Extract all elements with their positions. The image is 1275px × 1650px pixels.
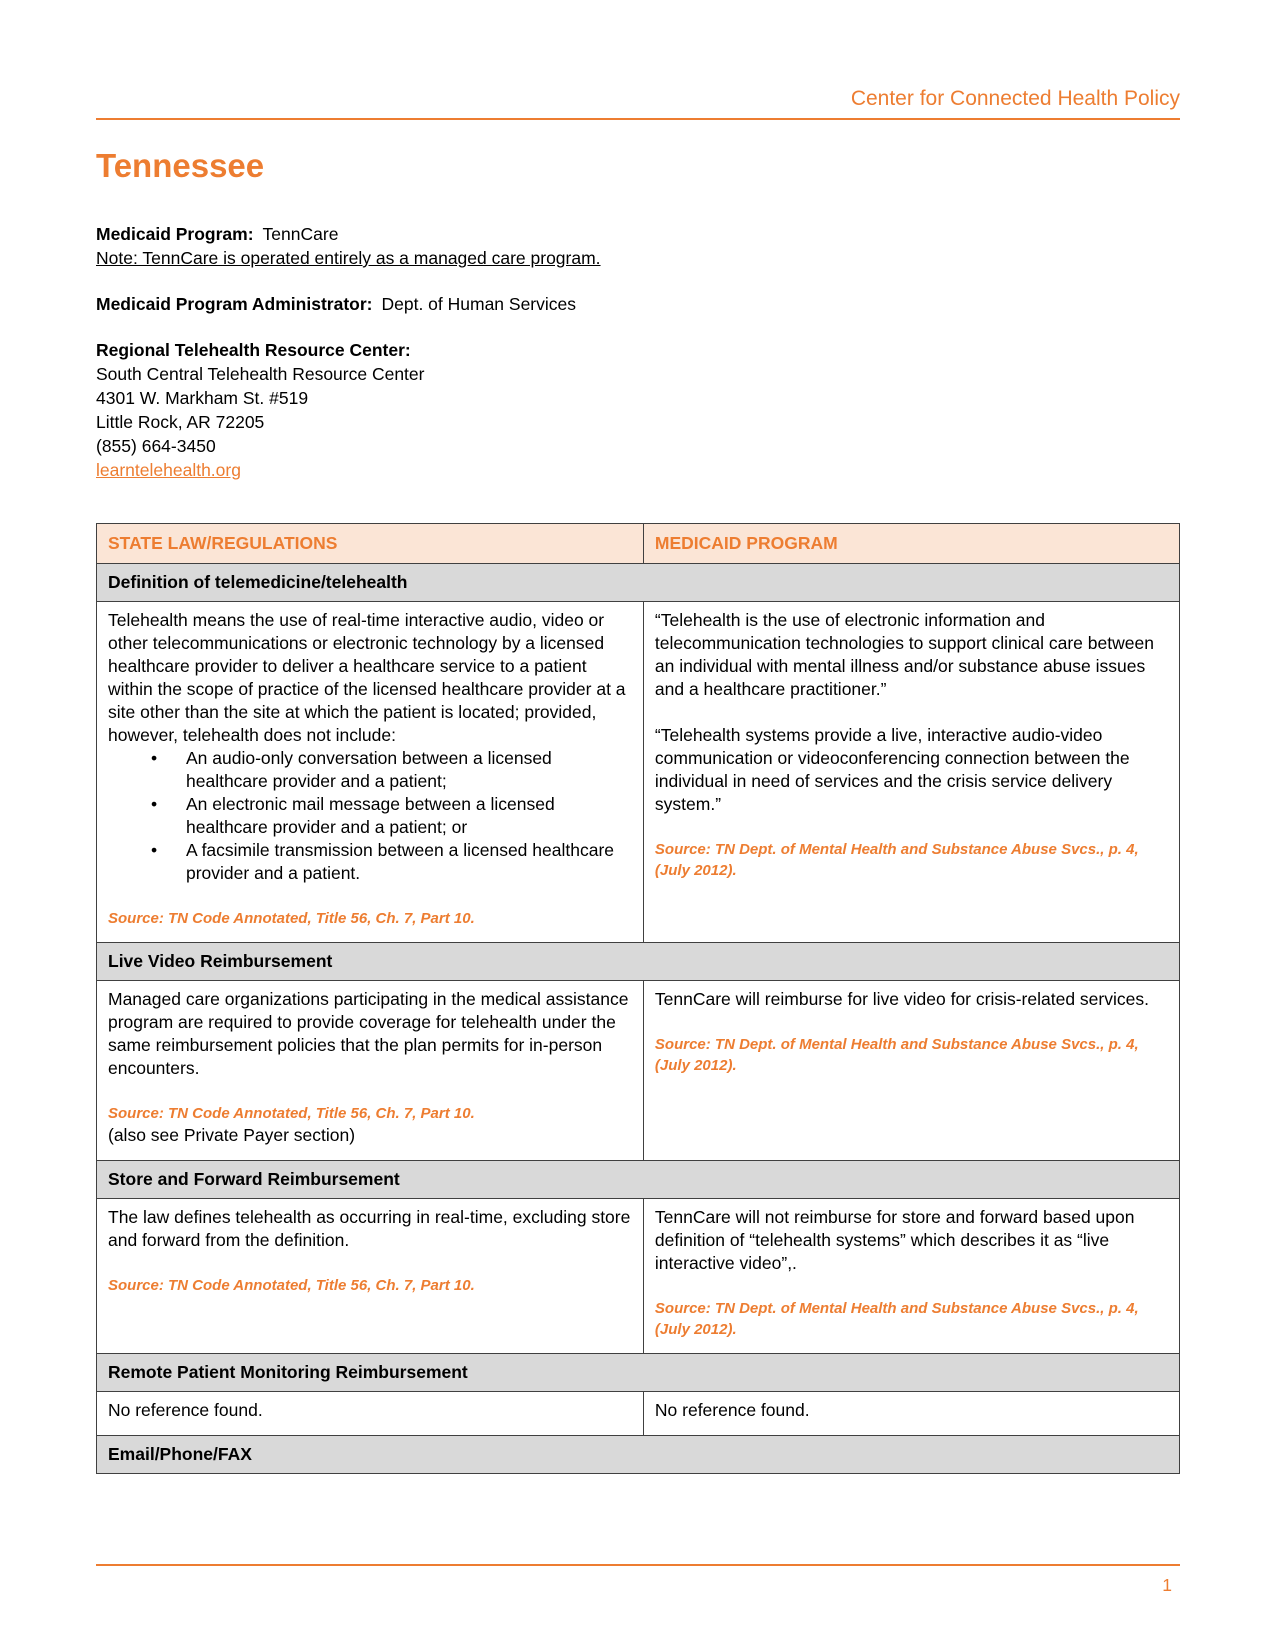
- header-rule: [96, 118, 1180, 120]
- bullet-item: • An audio-only conversation between a licensed healthcare provider and a patient;: [151, 747, 632, 793]
- source-citation: Source: TN Dept. of Mental Health and Substance Abuse Svcs., p. 4, (July 2012).: [654, 1036, 1139, 1074]
- bullet-item: • A facsimile transmission between a licensed healthcare provider and a patient.: [151, 839, 632, 885]
- section-header-row: [97, 1354, 1180, 1392]
- medicaid-program-label: Medicaid Program:: [96, 224, 254, 244]
- rtrc-address-line: South Central Telehealth Resource Center: [96, 364, 425, 384]
- info-block: [96, 222, 1180, 482]
- policy-table: [96, 523, 1180, 1474]
- section-header-row: [97, 1436, 1180, 1474]
- definition-state-law-cell: [97, 602, 644, 943]
- cell-paragraph: (also see Private Payer section): [108, 1125, 356, 1145]
- section-header-row: [97, 564, 1180, 602]
- source-citation: Source: TN Code Annotated, Title 56, Ch. 7, Part 10.: [108, 910, 475, 927]
- section-header-live-video: Live Video Reimbursement: [97, 943, 1180, 981]
- table-row: [97, 1392, 1180, 1436]
- table-header-row: [97, 524, 1180, 564]
- column-header-state-law: STATE LAW/REGULATIONS: [97, 524, 644, 564]
- rtrc-phone-line: (855) 664-3450: [96, 436, 216, 456]
- medicaid-program-value: TennCare: [262, 224, 339, 244]
- cell-paragraph: TennCare will reimburse for live video for crisis-related services.: [654, 989, 1149, 1009]
- table-row: [97, 981, 1180, 1161]
- administrator-line: [96, 292, 1180, 316]
- cell-paragraph: Managed care organizations participating in the medical assistance program are required to provide coverage for telehealth under the same reimbursement policies that the plan permits for in-person encounters.: [108, 989, 629, 1078]
- section-header-row: [97, 943, 1180, 981]
- table-row: [97, 1199, 1180, 1354]
- cell-paragraph: No reference found.: [654, 1400, 810, 1420]
- footer-rule: [96, 1564, 1180, 1566]
- administrator-value: Dept. of Human Services: [381, 294, 577, 314]
- definition-exclusion-list: [108, 747, 632, 885]
- store-forward-state-law-cell: [97, 1199, 644, 1354]
- cell-paragraph: The law defines telehealth as occurring in real-time, excluding store and forward from the definition.: [108, 1207, 631, 1250]
- rtrc-heading: Regional Telehealth Resource Center:: [96, 340, 411, 360]
- source-citation: Source: TN Dept. of Mental Health and Substance Abuse Svcs., p. 4, (July 2012).: [654, 841, 1139, 879]
- header-brand: Center for Connected Health Policy: [850, 87, 1180, 110]
- remote-monitoring-state-law-cell: [97, 1392, 644, 1436]
- administrator-label: Medicaid Program Administrator:: [96, 294, 373, 314]
- cell-paragraph: “Telehealth is the use of electronic information and telecommunication technologies to support clinical care between an individual with mental illness and/or substance abuse issues and a healthcare practitioner.”: [654, 610, 1154, 699]
- rtrc-link-line: [96, 458, 1180, 482]
- cell-paragraph: Telehealth means the use of real-time interactive audio, video or other telecommunications or electronic technology by a licensed healthcare provider to deliver a healthcare service to a patient within the scope of practice of the licensed healthcare provider at a site other than the site at which the patient is located; provided, however, telehealth does not include:: [108, 610, 626, 745]
- store-forward-medicaid-cell: [643, 1199, 1179, 1354]
- medicaid-program-line: [96, 222, 1180, 246]
- section-header-definition: Definition of telemedicine/telehealth: [97, 564, 1180, 602]
- page-footer: [96, 1564, 1180, 1596]
- source-citation: Source: TN Code Annotated, Title 56, Ch. 7, Part 10.: [108, 1105, 475, 1122]
- source-citation: Source: TN Code Annotated, Title 56, Ch. 7, Part 10.: [108, 1277, 475, 1294]
- section-header-row: [97, 1161, 1180, 1199]
- rtrc-link[interactable]: learntelehealth.org: [96, 460, 241, 480]
- live-video-medicaid-cell: [643, 981, 1179, 1161]
- rtrc-address-line: Little Rock, AR 72205: [96, 412, 265, 432]
- live-video-state-law-cell: [97, 981, 644, 1161]
- rtrc-address-line: 4301 W. Markham St. #519: [96, 388, 309, 408]
- cell-paragraph: TennCare will not reimburse for store and forward based upon definition of “telehealth systems” which describes it as “live interactive video”,.: [654, 1207, 1135, 1273]
- cell-paragraph: No reference found.: [108, 1400, 263, 1420]
- page-number: 1: [1162, 1575, 1172, 1595]
- table-row: [97, 602, 1180, 943]
- page-title: Tennessee: [96, 147, 265, 184]
- section-header-store-forward: Store and Forward Reimbursement: [97, 1161, 1180, 1199]
- definition-medicaid-cell: [643, 602, 1179, 943]
- section-header-remote-monitoring: Remote Patient Monitoring Reimbursement: [97, 1354, 1180, 1392]
- note-line: Note: TennCare is operated entirely as a managed care program.: [96, 248, 601, 268]
- source-citation: Source: TN Dept. of Mental Health and Substance Abuse Svcs., p. 4, (July 2012).: [654, 1300, 1139, 1338]
- column-header-medicaid: MEDICAID PROGRAM: [643, 524, 1179, 564]
- cell-paragraph: “Telehealth systems provide a live, interactive audio-video communication or videoconferencing connection between the individual in need of services and the crisis service delivery system.”: [654, 725, 1130, 814]
- bullet-item: • An electronic mail message between a licensed healthcare provider and a patient; or: [151, 793, 632, 839]
- remote-monitoring-medicaid-cell: [643, 1392, 1179, 1436]
- section-header-email-phone-fax: Email/Phone/FAX: [97, 1436, 1180, 1474]
